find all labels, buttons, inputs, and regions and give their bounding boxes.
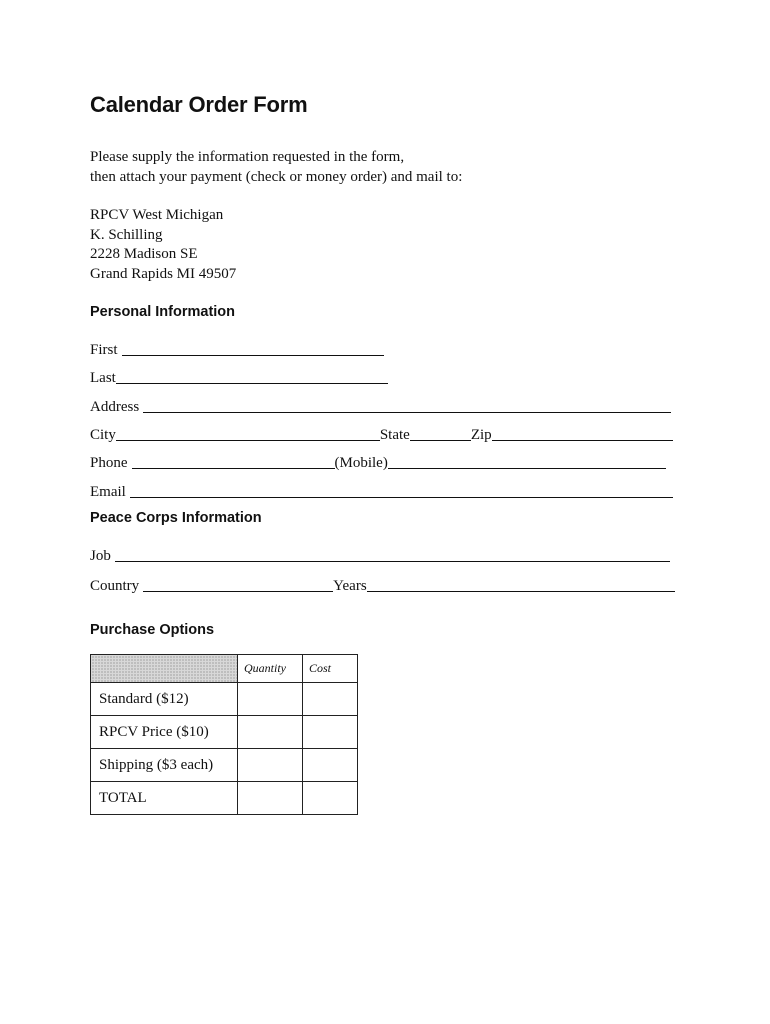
email-row [90,481,673,501]
table-row [91,716,358,749]
first-name-row [90,339,384,359]
address-line: RPCV West Michigan [90,207,224,223]
cost-cell[interactable] [303,683,358,716]
quantity-cell[interactable] [238,716,303,749]
cost-cell[interactable] [303,782,358,815]
purchase-options-table [90,654,358,815]
email-label: Email [90,484,126,500]
zip-label: Zip [470,427,492,443]
item-label: Shipping ($3 each) [91,749,238,782]
mobile-label: (Mobile) [334,455,388,471]
intro-text [90,148,462,187]
phone-row [90,452,666,472]
personal-info-heading: Personal Information [90,304,236,320]
address-line: 2228 Madison SE [90,246,198,262]
last-name-field[interactable] [116,369,388,384]
item-label: RPCV Price ($10) [91,716,238,749]
quantity-cell[interactable] [238,749,303,782]
purchase-options-heading: Purchase Options [90,622,215,638]
cost-column-header: Cost [303,655,358,683]
job-field[interactable] [115,547,670,562]
table-row [91,683,358,716]
state-label: State [379,427,410,443]
job-label: Job [90,548,111,564]
city-label: City [90,427,116,443]
cost-cell[interactable] [303,716,358,749]
item-label: TOTAL [91,782,238,815]
city-field[interactable] [116,426,380,441]
last-name-row [90,367,388,387]
country-years-row [90,575,675,595]
cost-cell[interactable] [303,749,358,782]
last-name-label: Last [90,370,116,386]
phone-label: Phone [90,455,128,471]
address-label: Address [90,399,140,415]
years-field[interactable] [367,577,675,592]
mailing-address [90,206,236,284]
item-label: Standard ($12) [91,683,238,716]
intro-line: then attach your payment (check or money order) and mail to: [90,168,463,185]
quantity-cell[interactable] [238,782,303,815]
country-label: Country [90,578,140,594]
table-row [91,749,358,782]
years-label: Years [333,578,367,594]
state-field[interactable] [410,426,471,441]
shaded-header-cell [91,655,238,683]
table-row [91,782,358,815]
first-name-label: First [90,342,118,358]
page-title: Calendar Order Form [90,92,308,117]
phone-field[interactable] [132,454,335,469]
zip-field[interactable] [492,426,673,441]
city-state-zip-row [90,424,673,444]
quantity-column-header: Quantity [238,655,303,683]
first-name-field[interactable] [122,341,384,356]
mobile-field[interactable] [388,454,666,469]
address-line: Grand Rapids MI 49507 [90,265,237,282]
address-row [90,396,671,416]
table-header-row [91,655,358,683]
quantity-cell[interactable] [238,683,303,716]
intro-line: Please supply the information requested in the form, [90,149,405,165]
job-row [90,545,670,565]
email-field[interactable] [130,483,673,498]
address-line: K. Schilling [90,226,163,243]
peace-corps-heading: Peace Corps Information [90,510,262,526]
address-field[interactable] [143,398,671,413]
country-field[interactable] [143,577,333,592]
